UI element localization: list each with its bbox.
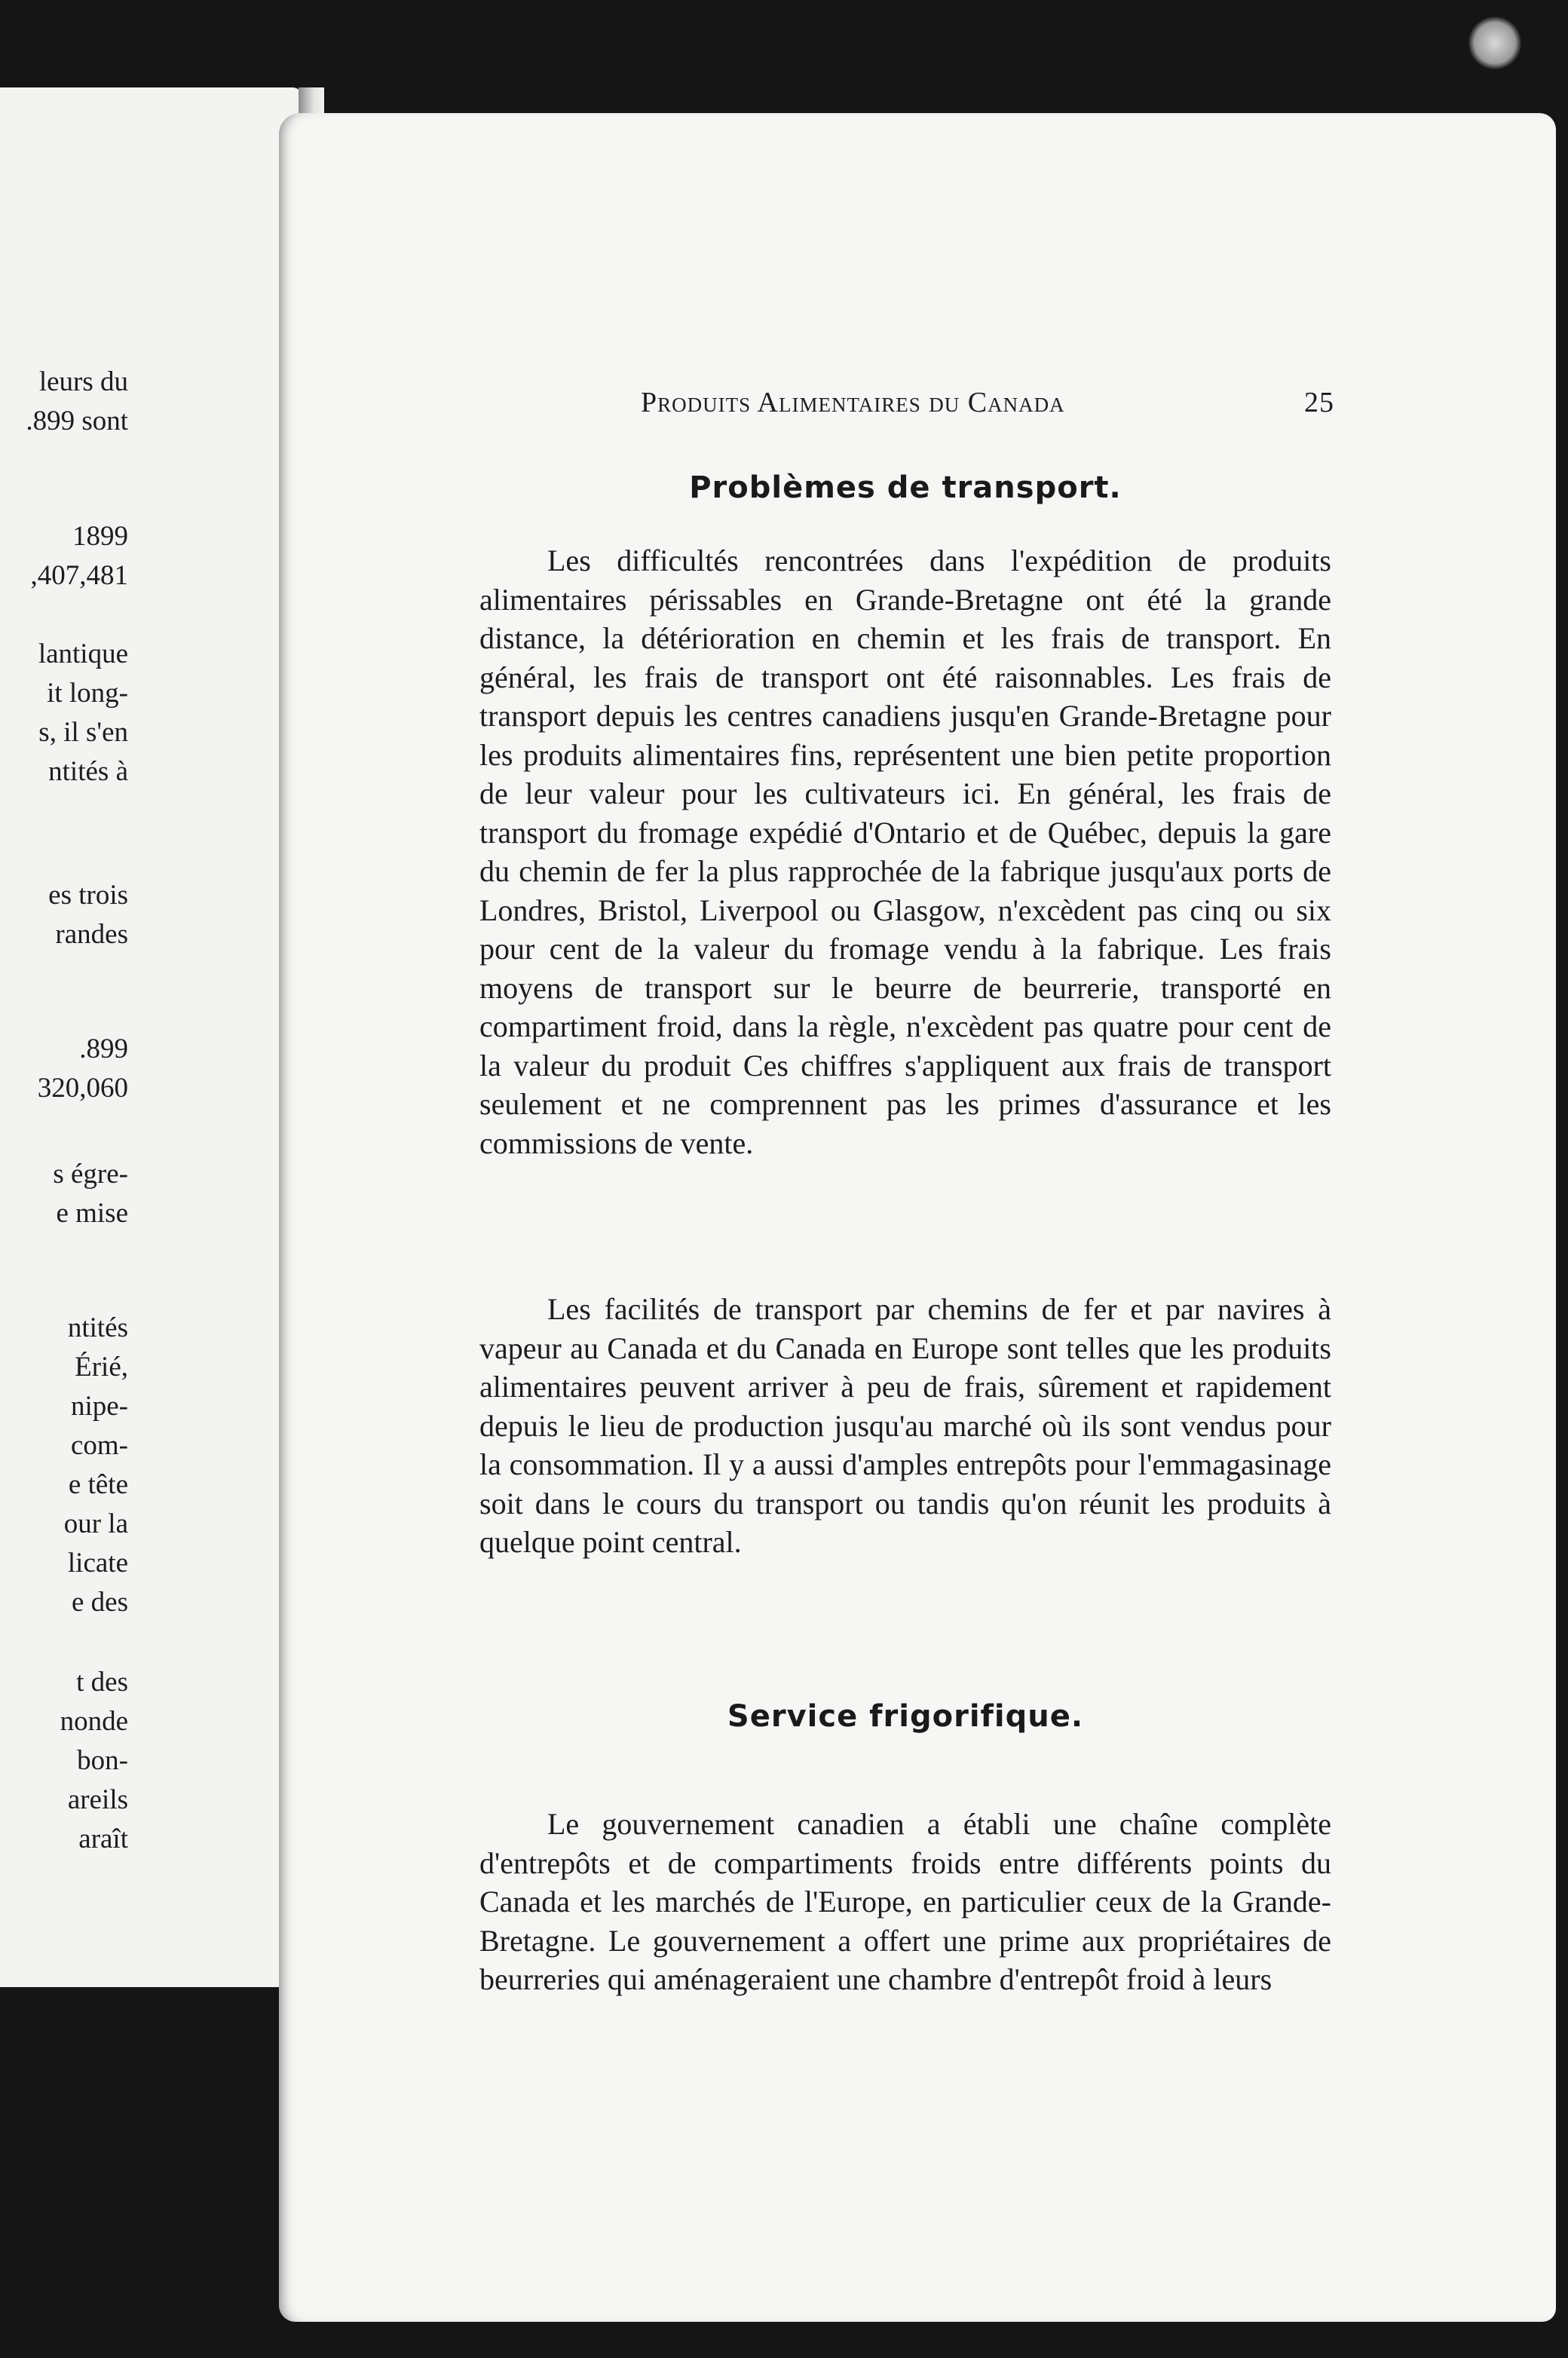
left-page-fragment: areils bbox=[67, 1784, 128, 1815]
left-page-fragment: bon- bbox=[77, 1745, 128, 1776]
left-page-fragment: lantique bbox=[38, 638, 128, 669]
section-heading-refrigeration: Service frigorifique. bbox=[727, 1699, 1084, 1734]
left-page-fragment: .899 bbox=[79, 1034, 128, 1064]
left-page-fragment: e mise bbox=[56, 1198, 128, 1229]
left-page-fragment: .899 sont bbox=[26, 406, 128, 436]
page-corner-stain bbox=[1468, 17, 1521, 69]
left-page-fragment: com- bbox=[70, 1430, 128, 1461]
left-page-fragment: it long- bbox=[47, 678, 128, 709]
running-header bbox=[641, 386, 1334, 428]
left-page-fragment: 320,060 bbox=[37, 1073, 128, 1104]
left-page-fragment: s égre- bbox=[53, 1159, 128, 1190]
left-page-fragment: randes bbox=[55, 919, 128, 950]
left-page-fragment: es trois bbox=[48, 880, 128, 911]
left-page-fragment: e tête bbox=[68, 1469, 128, 1500]
left-page-fragment: ,407,481 bbox=[30, 560, 128, 591]
left-page-fragment: ntités à bbox=[48, 756, 128, 787]
left-page-fragment: Érié, bbox=[75, 1352, 128, 1383]
left-page-fragment: araît bbox=[78, 1824, 128, 1854]
left-page-fragment: leurs du bbox=[38, 366, 128, 397]
left-page-fragment: nonde bbox=[60, 1706, 128, 1737]
left-page-fragment: licate bbox=[67, 1548, 128, 1579]
paragraph-refrigeration-1: Le gouvernement canadien a établi une chaîne complète d'entrepôts et de compartiments froids entre différents points du Canada et les marchés de l'Europe, en particulier ceux de la Grande-Bretagne. Le gouvernement a offert une prime aux propriétaires de beurreries qui aménageraient une chambre d'entrepôt froid à leurs bbox=[479, 1807, 1331, 1996]
left-page-fragment: our la bbox=[63, 1508, 128, 1539]
paragraph-transport-1: Les difficultés rencontrées dans l'expédition de produits alimentaires périssables en Grande-Bretagne ont été la grande distance, la détérioration en chemin et les frais de transport. En général, les frais de transport ont été raisonnables. Les frais de transport depuis les centres canadiens jusqu'en Grande-Bretagne pour les produits alimentaires fins, représentent une bien petite proportion de leur valeur pour les cultivateurs ici. En général, les frais de transport du fromage expédié d'Ontario et de Québec, depuis la gare du chemin de fer la plus rapprochée de la fabrique jusqu'aux ports de Londres, Bristol, Liverpool ou Glasgow, n'excèdent pas cinq ou six pour cent de la valeur du fromage vendu à la fabrique. Les frais moyens de transport sur le beurre de beurrerie, transporté en compartiment froid, dans la règle, n'excèdent pas quatre pour cent de la valeur du produit Ces chiffres s'appliquent aux frais de transport seulement et ne comprennent pas les primes d'assurance et les commissions de vente. bbox=[479, 544, 1331, 1160]
left-page-fragment: 1899 bbox=[72, 521, 128, 552]
section-heading-transport: Problèmes de transport. bbox=[689, 470, 1122, 505]
left-facing-page bbox=[0, 87, 303, 1987]
left-page-fragment: e des bbox=[72, 1587, 128, 1618]
running-title: Produits Alimentaires du Canada bbox=[641, 387, 1065, 418]
page-number: 25 bbox=[1304, 387, 1334, 418]
paragraph-transport-2: Les facilités de transport par chemins de fer et par navires à vapeur au Canada et du Canada en Europe sont telles que les produits alimentaires peuvent arriver à peu de frais, sûrement et rapidement depuis le lieu de production jusqu'au marché où ils sont vendus pour la consommation. Il y a aussi d'amples entrepôts pour l'emmagasinage soit dans le cours du transport ou tandis qu'on réunit les produits à quelque point central. bbox=[479, 1292, 1331, 1559]
left-page-fragment: t des bbox=[76, 1667, 128, 1698]
left-page-fragment: nipe- bbox=[70, 1391, 128, 1422]
left-page-fragment: ntités bbox=[67, 1312, 128, 1343]
left-page-fragment: s, il s'en bbox=[38, 717, 128, 748]
